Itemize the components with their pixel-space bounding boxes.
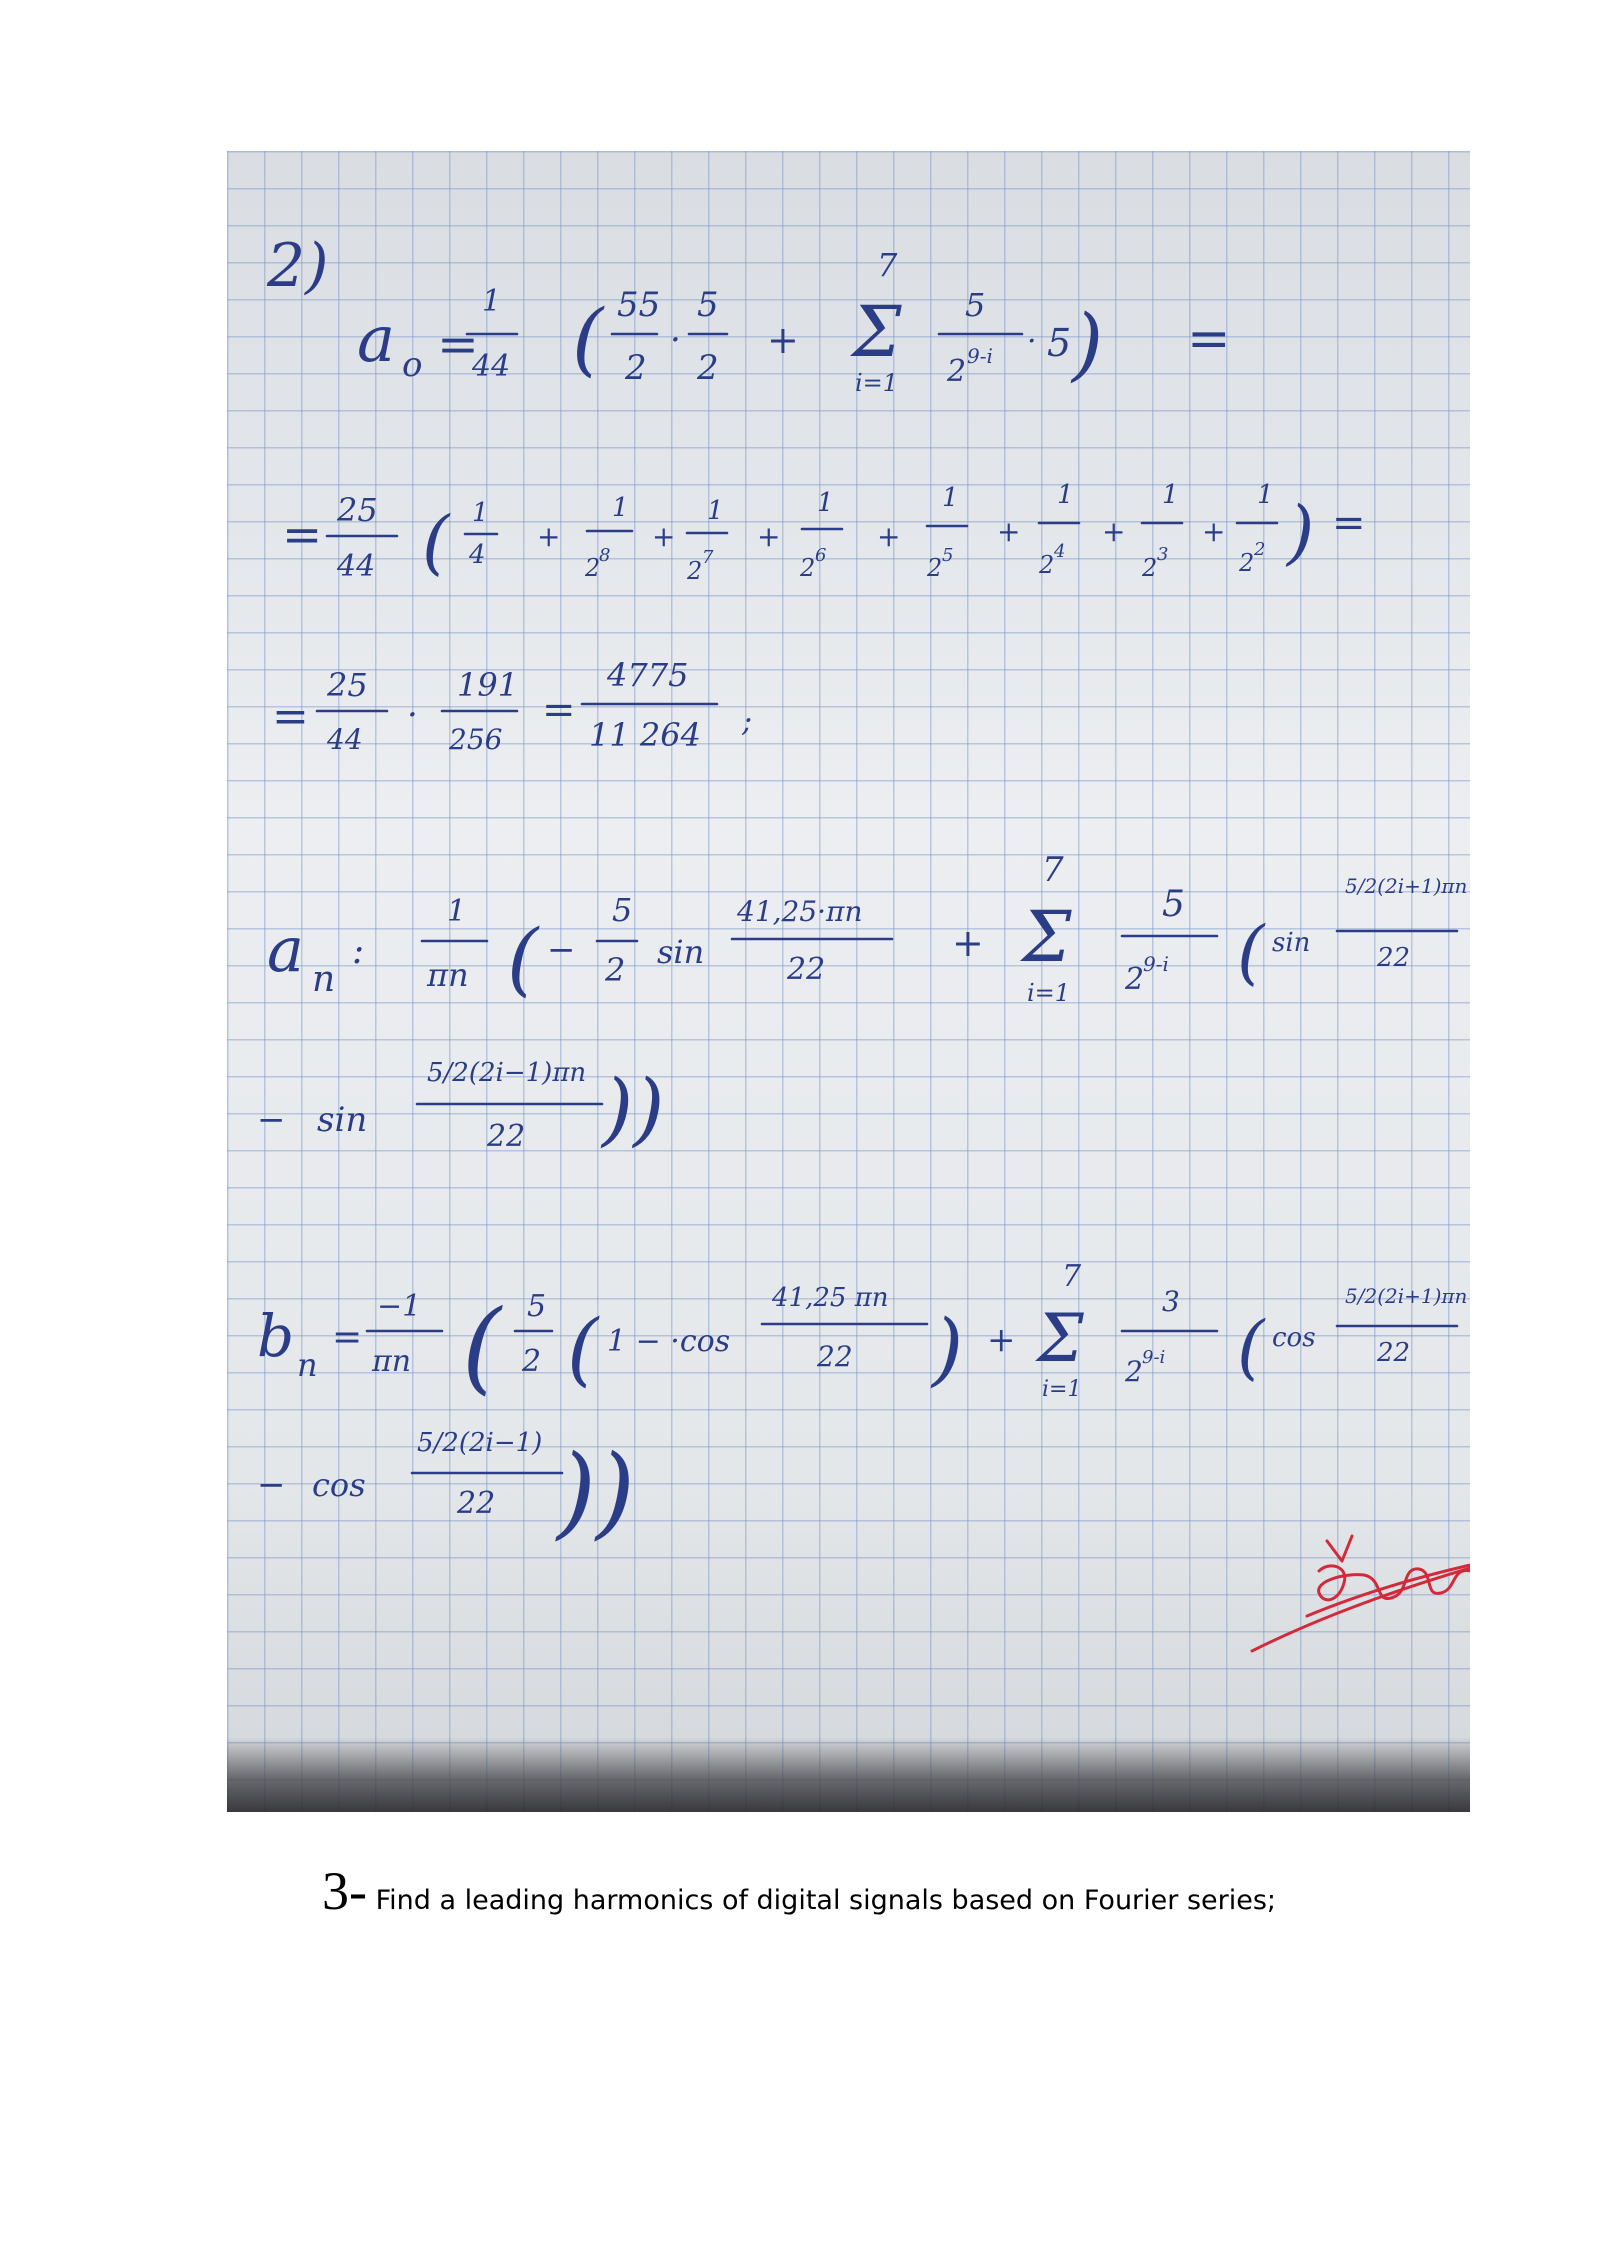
svg-text:44: 44: [337, 549, 376, 584]
svg-text:44: 44: [472, 349, 511, 384]
svg-text:6: 6: [815, 545, 827, 566]
svg-text:(: (: [422, 501, 450, 583]
svg-text:44: 44: [327, 723, 363, 756]
svg-text:cos: cos: [312, 1466, 366, 1504]
svg-text:2: 2: [697, 348, 719, 388]
svg-text:+: +: [652, 520, 676, 553]
svg-text:2: 2: [1254, 539, 1266, 560]
svg-text:22: 22: [457, 1486, 496, 1521]
svg-text:+: +: [537, 520, 561, 553]
svg-text:o: o: [402, 345, 423, 385]
bn-formula-line-2: [257, 1428, 635, 1550]
handwritten-math: [227, 151, 1470, 1812]
svg-text:2: 2: [1239, 549, 1255, 577]
svg-text:5: 5: [1047, 321, 1072, 365]
svg-text:5: 5: [965, 286, 986, 324]
svg-text:41,25 πn: 41,25 πn: [772, 1283, 889, 1313]
task-caption: [322, 1860, 1276, 1922]
svg-text:1: 1: [1162, 480, 1179, 510]
svg-text:)): )): [557, 1433, 636, 1550]
svg-text:n: n: [297, 1346, 318, 1384]
svg-text:−1: −1: [377, 1289, 422, 1324]
svg-text:5: 5: [942, 545, 954, 566]
svg-text:(: (: [1237, 1306, 1265, 1388]
svg-text:1: 1: [472, 498, 489, 528]
svg-text:1 − ·cos: 1 − ·cos: [607, 1324, 731, 1359]
svg-text:5/2(2i+1)πn: 5/2(2i+1)πn: [1345, 874, 1468, 898]
svg-text:8: 8: [599, 545, 611, 566]
svg-text:): ): [932, 1302, 964, 1395]
svg-text:22: 22: [817, 1340, 853, 1373]
svg-text:i=1: i=1: [1027, 979, 1071, 1007]
svg-text:5/2(2i−1)πn: 5/2(2i−1)πn: [427, 1058, 587, 1088]
svg-text:cos: cos: [1272, 1323, 1316, 1353]
an-formula-line-1: [267, 850, 1467, 1007]
an-formula-line-2: [257, 1058, 664, 1155]
svg-text:2: 2: [927, 554, 943, 582]
svg-text:2: 2: [1039, 551, 1055, 579]
svg-text:1: 1: [1057, 480, 1074, 510]
svg-text:2: 2: [605, 951, 626, 989]
svg-text:3: 3: [1162, 1285, 1180, 1318]
svg-text:=: =: [332, 1317, 363, 1358]
svg-text:Σ: Σ: [1022, 896, 1072, 978]
svg-text:=: =: [1332, 500, 1366, 546]
svg-text:9-i: 9-i: [1143, 952, 1169, 976]
svg-text:4775: 4775: [607, 656, 689, 694]
svg-text:5: 5: [1162, 884, 1185, 925]
svg-text:(: (: [572, 292, 604, 385]
a0-formula-line-2: [282, 480, 1366, 585]
svg-text:1: 1: [1257, 480, 1274, 510]
svg-text:+: +: [757, 520, 781, 553]
svg-text:+: +: [997, 515, 1021, 548]
svg-text:πn: πn: [427, 956, 469, 994]
svg-text:22: 22: [487, 1119, 526, 1154]
svg-text:9-i: 9-i: [1142, 1347, 1166, 1368]
svg-text:7: 7: [877, 246, 898, 284]
task-number: 3-: [322, 1861, 367, 1921]
problem-label: [266, 231, 329, 301]
svg-text:a: a: [357, 303, 396, 377]
svg-text:25: 25: [327, 666, 368, 704]
svg-text:2: 2: [687, 557, 703, 585]
svg-text:Σ: Σ: [1037, 1300, 1084, 1377]
svg-text:sin: sin: [657, 933, 705, 971]
svg-text:πn: πn: [372, 1344, 412, 1379]
svg-text:2: 2: [1125, 1355, 1143, 1388]
svg-text:+: +: [1202, 515, 1226, 548]
svg-text:=: =: [282, 507, 323, 563]
svg-text:5: 5: [527, 1289, 547, 1324]
problem-label-text: 2): [267, 231, 329, 301]
svg-text:5/2(2i+1)πn: 5/2(2i+1)πn: [1345, 1284, 1468, 1308]
svg-text:9-i: 9-i: [967, 344, 993, 368]
svg-text:1: 1: [707, 496, 724, 526]
svg-text:5/2(2i−1): 5/2(2i−1): [417, 1428, 543, 1458]
svg-text:)): )): [602, 1062, 665, 1155]
svg-text:;: ;: [742, 704, 753, 739]
svg-text:22: 22: [1377, 1338, 1411, 1368]
teacher-signature: [1252, 1536, 1470, 1651]
svg-text:−: −: [257, 1465, 286, 1505]
svg-text:+: +: [987, 1320, 1016, 1360]
svg-text:191: 191: [457, 666, 519, 704]
svg-text:(: (: [507, 912, 539, 1005]
svg-text:·: ·: [670, 320, 681, 360]
svg-text:=: =: [437, 315, 479, 373]
svg-text:22: 22: [1377, 943, 1411, 973]
svg-text:(: (: [567, 1302, 599, 1395]
svg-text:2: 2: [1142, 554, 1158, 582]
svg-text:+: +: [1102, 515, 1126, 548]
svg-text:22: 22: [787, 952, 826, 987]
task-text: Find a leading harmonics of digital signals based on Fourier series;: [366, 1885, 1277, 1916]
svg-text:2: 2: [800, 554, 816, 582]
svg-text:2: 2: [625, 348, 647, 388]
a0-formula-line-1: [357, 246, 1231, 397]
svg-text:Σ: Σ: [852, 291, 902, 373]
svg-text:+: +: [877, 520, 901, 553]
svg-text:5: 5: [697, 285, 719, 325]
svg-text:256: 256: [449, 723, 503, 756]
svg-text:·: ·: [1027, 324, 1037, 359]
svg-text:7: 7: [1062, 1259, 1082, 1294]
svg-text:2: 2: [1125, 962, 1145, 997]
svg-text:55: 55: [617, 285, 661, 325]
svg-text:a: a: [267, 913, 304, 986]
svg-text:sin: sin: [1272, 928, 1311, 958]
svg-text:5: 5: [612, 891, 633, 929]
svg-text::: :: [352, 931, 365, 972]
svg-text:41,25·πn: 41,25·πn: [737, 895, 863, 928]
svg-text:25: 25: [337, 491, 378, 529]
svg-text:sin: sin: [317, 1100, 368, 1140]
svg-text:(: (: [462, 1288, 502, 1405]
svg-text:4: 4: [469, 540, 486, 570]
svg-text:1: 1: [447, 894, 467, 929]
svg-text:i=1: i=1: [855, 369, 899, 397]
a0-formula-line-3: [272, 656, 752, 756]
svg-text:i=1: i=1: [1042, 1377, 1082, 1402]
svg-text:7: 7: [702, 547, 714, 568]
svg-text:(: (: [1237, 911, 1265, 993]
svg-text:b: b: [257, 1302, 295, 1370]
svg-text:=: =: [542, 687, 576, 733]
notebook-photo: [227, 151, 1470, 1812]
svg-text:11 264: 11 264: [589, 716, 701, 754]
svg-text:1: 1: [817, 488, 834, 518]
svg-text:3: 3: [1157, 544, 1169, 565]
svg-text:=: =: [1187, 309, 1231, 369]
svg-text:+: +: [767, 318, 799, 362]
svg-text:2: 2: [585, 554, 601, 582]
svg-text:): ): [1287, 491, 1315, 573]
svg-text:−: −: [547, 930, 576, 970]
svg-text:n: n: [312, 959, 336, 1000]
svg-text:1: 1: [942, 483, 959, 513]
svg-text:1: 1: [612, 493, 629, 523]
svg-text:−: −: [257, 1100, 286, 1140]
svg-text:+: +: [952, 921, 984, 965]
svg-text:7: 7: [1042, 850, 1064, 890]
svg-text:): ): [1072, 297, 1104, 390]
svg-text:2: 2: [522, 1344, 542, 1379]
svg-text:2: 2: [947, 354, 967, 389]
svg-text:·: ·: [407, 695, 418, 735]
svg-text:4: 4: [1054, 541, 1066, 562]
bn-formula-line-1: [257, 1259, 1467, 1405]
svg-text:1: 1: [482, 284, 502, 319]
svg-text:=: =: [272, 691, 309, 742]
photo-bottom-shadow: [227, 1737, 1470, 1812]
